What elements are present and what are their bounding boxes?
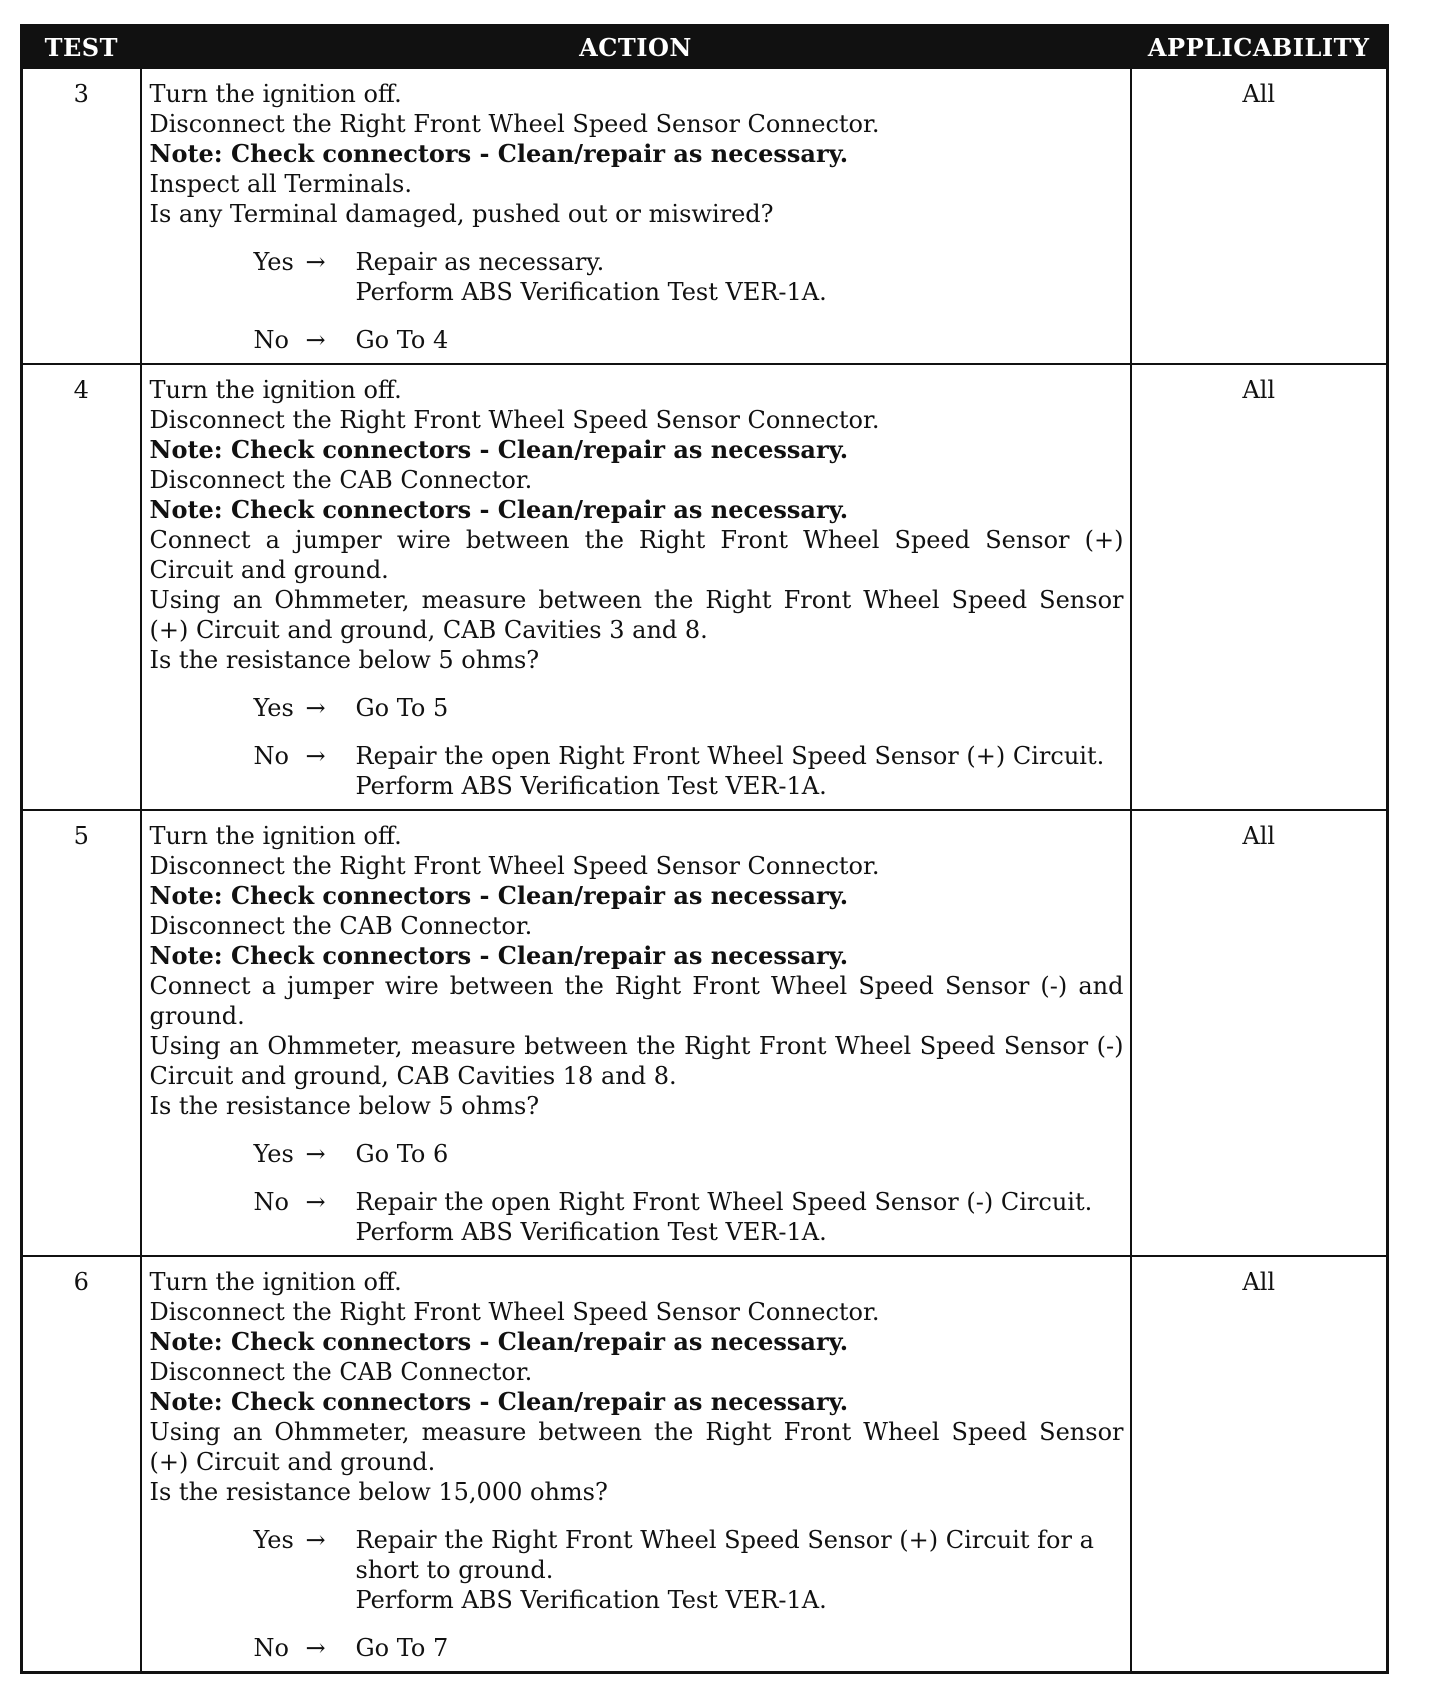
action-cell <box>141 1256 1131 1673</box>
result-yes <box>254 693 1124 723</box>
action-line: Disconnect the CAB Connector. <box>149 912 533 940</box>
result-text-line: Go To 5 <box>355 694 449 722</box>
note-line: Note: Check connectors - Clean/repair as necessary. <box>149 495 849 524</box>
result-text <box>356 1525 1124 1615</box>
result-text <box>356 325 1124 355</box>
test-number: 3 <box>22 68 141 364</box>
applicability-value: All <box>1131 810 1388 1256</box>
table-row <box>22 364 1388 810</box>
note-line: Note: Check connectors - Clean/repair as necessary. <box>149 941 849 970</box>
test-number: 4 <box>22 364 141 810</box>
result-no <box>254 325 1124 355</box>
action-line: Connect a jumper wire between the Right Front Wheel Speed Sensor (-) and ground. <box>149 972 1124 1030</box>
header-test: TEST <box>22 26 141 69</box>
applicability-value: All <box>1131 364 1388 810</box>
result-label: Yes <box>253 1140 294 1168</box>
action-line: Using an Ohmmeter, measure between the Right Front Wheel Speed Sensor (-) Circuit and ground, CAB Cavities 18 and 8. <box>149 1032 1124 1090</box>
result-no <box>254 1633 1124 1663</box>
action-line: Inspect all Terminals. <box>149 170 412 198</box>
action-line: Turn the ignition off. <box>149 80 402 108</box>
result-label: Yes <box>253 1526 294 1554</box>
action-line: Is any Terminal damaged, pushed out or miswired? <box>149 200 774 228</box>
result-text-line: Repair the Right Front Wheel Speed Sensor (+) Circuit for a short to ground. <box>355 1526 1094 1584</box>
note-line: Note: Check connectors - Clean/repair as necessary. <box>149 1327 849 1356</box>
arrow-right-icon: → <box>305 1188 326 1216</box>
action-line: Connect a jumper wire between the Right Front Wheel Speed Sensor (+) Circuit and ground. <box>149 526 1124 584</box>
result-text-line: Repair as necessary. <box>355 248 605 276</box>
result-label: No <box>253 1188 289 1216</box>
action-cell <box>141 364 1131 810</box>
result-no <box>254 741 1124 801</box>
table-row <box>22 1256 1388 1673</box>
result-text-line: Perform ABS Verification Test VER-1A. <box>355 772 827 800</box>
header-action: ACTION <box>141 26 1131 69</box>
test-number: 6 <box>22 1256 141 1673</box>
result-label: Yes <box>253 248 294 276</box>
test-number: 5 <box>22 810 141 1256</box>
header-applicability: APPLICABILITY <box>1131 26 1388 69</box>
action-line: Is the resistance below 5 ohms? <box>149 646 540 674</box>
result-text-line: Perform ABS Verification Test VER-1A. <box>355 278 827 306</box>
action-line: Turn the ignition off. <box>149 822 402 850</box>
action-line: Disconnect the Right Front Wheel Speed Sensor Connector. <box>149 852 880 880</box>
action-line: Disconnect the CAB Connector. <box>149 1358 533 1386</box>
result-text <box>356 247 1124 307</box>
arrow-right-icon: → <box>305 1634 326 1662</box>
action-line: Disconnect the Right Front Wheel Speed Sensor Connector. <box>149 1298 880 1326</box>
result-text <box>356 693 1124 723</box>
result-text <box>356 741 1124 801</box>
arrow-right-icon: → <box>305 1526 326 1554</box>
result-label: No <box>253 742 289 770</box>
result-text-line: Go To 7 <box>355 1634 449 1662</box>
arrow-right-icon: → <box>305 742 326 770</box>
action-line: Using an Ohmmeter, measure between the Right Front Wheel Speed Sensor (+) Circuit and ground. <box>149 1418 1124 1476</box>
action-line: Disconnect the Right Front Wheel Speed Sensor Connector. <box>149 406 880 434</box>
table-row <box>22 810 1388 1256</box>
result-text-line: Go To 6 <box>355 1140 449 1168</box>
result-text <box>356 1139 1124 1169</box>
result-text-line: Perform ABS Verification Test VER-1A. <box>355 1586 827 1614</box>
note-line: Note: Check connectors - Clean/repair as necessary. <box>149 881 849 910</box>
result-yes <box>254 1525 1124 1615</box>
arrow-right-icon: → <box>305 1140 326 1168</box>
applicability-value: All <box>1131 68 1388 364</box>
result-text-line: Go To 4 <box>355 326 449 354</box>
table-body <box>22 68 1388 1673</box>
result-label: No <box>253 1634 289 1662</box>
note-line: Note: Check connectors - Clean/repair as necessary. <box>149 1387 849 1416</box>
arrow-right-icon: → <box>305 694 326 722</box>
action-line: Disconnect the CAB Connector. <box>149 466 533 494</box>
action-cell <box>141 810 1131 1256</box>
result-text <box>356 1187 1124 1247</box>
result-text-line: Perform ABS Verification Test VER-1A. <box>355 1218 827 1246</box>
action-line: Is the resistance below 5 ohms? <box>149 1092 540 1120</box>
arrow-right-icon: → <box>305 248 326 276</box>
result-yes <box>254 1139 1124 1169</box>
action-line: Disconnect the Right Front Wheel Speed Sensor Connector. <box>149 110 880 138</box>
diagnostic-test-table <box>20 24 1389 1674</box>
action-cell <box>141 68 1131 364</box>
result-text-line: Repair the open Right Front Wheel Speed Sensor (+) Circuit. <box>355 742 1105 770</box>
result-text <box>356 1633 1124 1663</box>
result-yes <box>254 247 1124 307</box>
applicability-value: All <box>1131 1256 1388 1673</box>
action-line: Using an Ohmmeter, measure between the Right Front Wheel Speed Sensor (+) Circuit and ground, CAB Cavities 3 and 8. <box>149 586 1124 644</box>
action-line: Turn the ignition off. <box>149 376 402 404</box>
result-text-line: Repair the open Right Front Wheel Speed Sensor (-) Circuit. <box>355 1188 1093 1216</box>
action-line: Turn the ignition off. <box>149 1268 402 1296</box>
table-header <box>22 26 1388 69</box>
table-row <box>22 68 1388 364</box>
note-line: Note: Check connectors - Clean/repair as necessary. <box>149 139 849 168</box>
arrow-right-icon: → <box>305 326 326 354</box>
result-label: Yes <box>253 694 294 722</box>
result-label: No <box>253 326 289 354</box>
note-line: Note: Check connectors - Clean/repair as necessary. <box>149 435 849 464</box>
action-line: Is the resistance below 15,000 ohms? <box>149 1478 608 1506</box>
result-no <box>254 1187 1124 1247</box>
